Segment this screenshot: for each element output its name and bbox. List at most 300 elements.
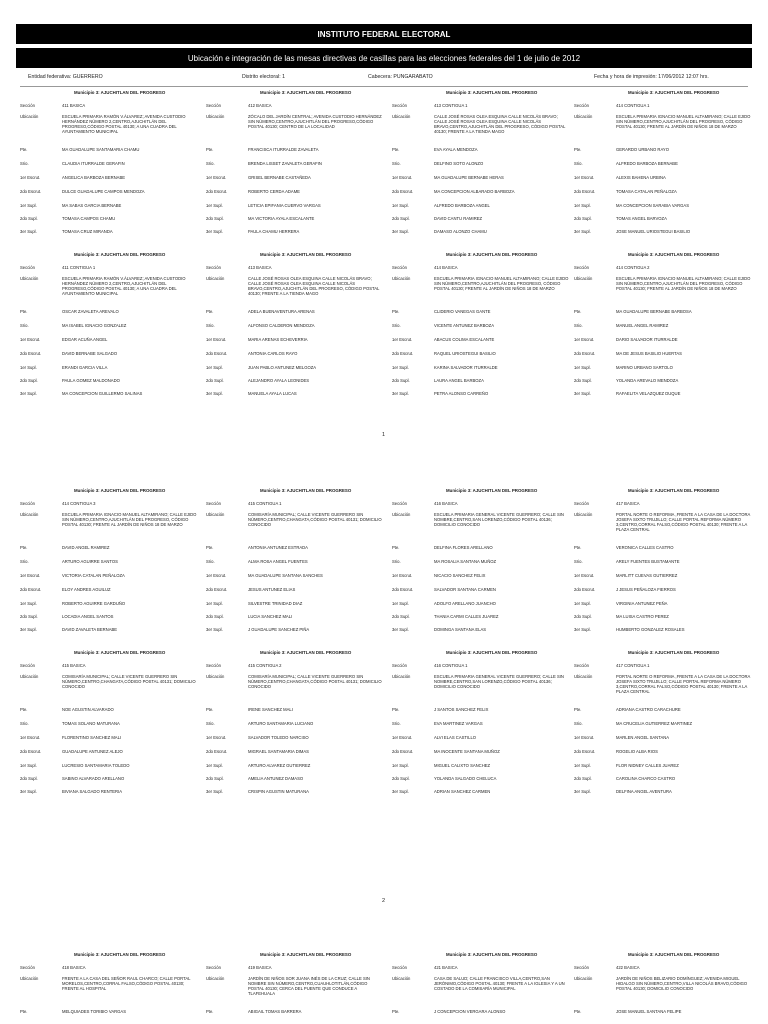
field-label: Ubicación — [392, 512, 411, 517]
field-label: 2do Escrut. — [20, 189, 42, 194]
field-value: PORTAL NORTE O REFORMA ,FRENTE A LA CASA DE LA DOCTORA JOSEFA SIXTO TRUJILLO; CALLE PORTAL REFORMA NÚMERO 3,CENTRO,CORRAL FALSO,CÓDIGO POSTAL 40130; FRENTE A LA PLAZA CENTRAL — [616, 674, 751, 694]
field-label: Ubicación — [206, 976, 225, 981]
field-label: Srio. — [20, 559, 29, 564]
field-label: Ubicación — [392, 976, 411, 981]
field-label: Pte. — [392, 309, 400, 314]
field-label: 2do Escrut. — [20, 749, 42, 754]
field-value: TOMASA CATALAN PEÑALOZA — [616, 189, 677, 194]
field-value: DULCE GUADALUPE CAMPOS MENDOZA — [62, 189, 145, 194]
fecha-text: Fecha y hora de impresión: 17/06/2012 12:07 hrs. — [594, 74, 709, 80]
field-label: 3er Supl. — [20, 391, 37, 396]
field-label: 1er Escrut. — [20, 735, 41, 740]
field-label: 2do Escrut. — [574, 351, 596, 356]
field-value: VICENTE ANTUNEZ BARBOZA — [434, 323, 495, 328]
field-label: Ubicación — [574, 674, 593, 679]
field-value: DELFINA FLORES ARELLANO — [434, 545, 493, 550]
field-value: J CONCEPCION VERGARA ALONSO — [434, 1009, 506, 1014]
field-label: 1er Supl. — [574, 203, 591, 208]
field-label: Pte. — [574, 545, 582, 550]
municipio-label: Municipio 3: AJUCHITLAN DEL PROGRESO — [74, 252, 166, 257]
field-label: 2do Escrut. — [20, 587, 42, 592]
field-value: ADRIAN SANCHEZ CARMEN — [434, 789, 491, 794]
field-value: MIGRAEL SANTAMARIA DIMAS — [248, 749, 309, 754]
field-value: MA CONCEPCION GUILLERMO SALINAS — [62, 391, 143, 396]
field-value: LAURA ANGEL BARBOZA — [434, 378, 484, 383]
field-label: Srio. — [574, 721, 583, 726]
municipio-label: Municipio 3: AJUCHITLAN DEL PROGRESO — [74, 488, 166, 493]
field-value: MA GUADALUPE BERNABE HERAS — [434, 175, 504, 180]
field-label: 1er Supl. — [20, 763, 37, 768]
entidad-text: Entidad federativa: GUERRERO — [28, 74, 103, 80]
field-label: Srio. — [206, 559, 215, 564]
field-label: Sección — [20, 501, 35, 506]
field-value: KARINA SALVADOR ITURRALDE — [434, 365, 498, 370]
field-value: NOE AGUSTIN ALVARADO — [62, 707, 114, 712]
field-value: LUCIA SANCHEZ MALI — [248, 614, 293, 619]
municipio-label: Municipio 3: AJUCHITLAN DEL PROGRESO — [260, 90, 352, 95]
field-value: COMISARÍA MUNICIPAL; CALLE VICENTE GUERRERO SIN NÚMERO,CENTRO,CHANGATA,CÓDIGO POSTAL 40131; DOMICILIO CONOCIDO — [62, 674, 196, 689]
field-label: 3er Supl. — [20, 627, 37, 632]
field-value: YOLANDA SALGADO CHELUCA — [434, 776, 497, 781]
field-label: 1er Escrut. — [206, 337, 227, 342]
field-value: SALVADOR TOLEDO NARCISO — [248, 735, 309, 740]
municipio-label: Municipio 3: AJUCHITLAN DEL PROGRESO — [446, 952, 538, 957]
field-value: PAULA GOMEZ MALDONADO — [62, 378, 120, 383]
field-value: DOMINGA SANTANA ELAS — [434, 627, 487, 632]
field-value: DAMASO ALONZO CHAMU — [434, 229, 487, 234]
field-label: 2do Supl. — [206, 216, 224, 221]
field-label: 1er Supl. — [574, 365, 591, 370]
field-value: LETICIA EPIFANIA CUERVO VARGAS — [248, 203, 321, 208]
field-value: PORTAL NORTE O REFORMA ,FRENTE A LA CASA DE LA DOCTORA JOSEFA SIXTO TRUJILLO; CALLE PORTAL REFORMA NÚMERO 3,CENTRO,CORRAL FALSO,CÓDIGO POSTAL 40130; FRENTE A LA PLAZA CENTRAL — [616, 512, 751, 532]
field-value: 415 BASICA — [62, 663, 86, 668]
field-value: MARINO URBANO SARTOLO — [616, 365, 673, 370]
field-value: ALEXIS BAHENA URBINA — [616, 175, 666, 180]
field-value: CALLE JOSÉ ROSAS OLEA ESQUINA CALLE NICOLÁS BRAVO; CALLE JOSÉ ROSAS OLEA ESQUINA CALLE NICOLÁS BRAVO,CENTRO,AJUCHITLÁN DEL PROGRESO, CÓDIGO POSTAL 40130; FRENTE A LA TIENDA MAGO — [248, 276, 380, 296]
field-label: 3er Supl. — [206, 229, 223, 234]
field-value: J GUADALUPE SANCHEZ PIÑA — [248, 627, 310, 632]
field-value: 412 BASICA — [248, 103, 272, 108]
field-label: Srio. — [20, 721, 29, 726]
field-value: DAVID ZAVALETA BERNABE — [62, 627, 118, 632]
field-value: VICTORIA CATALAN PEÑALOZA — [62, 573, 125, 578]
field-label: Sección — [20, 103, 35, 108]
field-label: Sección — [392, 965, 407, 970]
field-value: MANUEL ANGEL RAMIREZ — [616, 323, 669, 328]
field-label: Ubicación — [20, 976, 39, 981]
field-value: MA CONCEPCION ALBARADO BARBOZA — [434, 189, 515, 194]
field-label: Pte. — [574, 707, 582, 712]
field-label: 2do Escrut. — [392, 189, 414, 194]
field-label: 3er Supl. — [392, 391, 409, 396]
field-value: PAULA CHAMU HERRERA — [248, 229, 300, 234]
field-label: Ubicación — [574, 512, 593, 517]
page-number: 1 — [382, 432, 386, 438]
field-label: Pte. — [20, 545, 28, 550]
field-label: Ubicación — [206, 512, 225, 517]
field-value: DELFINA ANGEL AVENTURA — [616, 789, 672, 794]
field-label: Ubicación — [206, 276, 225, 281]
field-label: 3er Supl. — [392, 627, 409, 632]
field-label: 3er Supl. — [206, 789, 223, 794]
field-value: COMISARÍA MUNICIPAL; CALLE VICENTE GUERRERO SIN NÚMERO,CENTRO,CHANGATA,CÓDIGO POSTAL 40131; DOMICILIO CONOCIDO — [248, 512, 382, 527]
field-label: 1er Supl. — [20, 203, 37, 208]
field-label: 3er Supl. — [574, 789, 591, 794]
field-value: MELQUIADES TORIBIO VARGAS — [62, 1009, 126, 1014]
field-label: 1er Supl. — [392, 365, 409, 370]
field-value: CLIDERIO VANEGAS GANTE — [434, 309, 491, 314]
field-label: 2do Escrut. — [574, 749, 596, 754]
field-value: ALFONSO CALDERON MENDOZA — [248, 323, 315, 328]
field-label: 2do Supl. — [206, 776, 224, 781]
field-value: COMISARÍA MUNICIPAL; CALLE VICENTE GUERRERO SIN NÚMERO,CENTRO,CHANGATA,CÓDIGO POSTAL 40131; DOMICILIO CONOCIDO — [248, 674, 382, 689]
field-label: Srio. — [392, 161, 401, 166]
field-value: MANUELA AYALA LUCAS — [248, 391, 297, 396]
field-value: ARTURO ALVAREZ GUTIERREZ — [248, 763, 311, 768]
field-label: 1er Escrut. — [20, 175, 41, 180]
field-value: 416 CONTIGUA 1 — [434, 663, 468, 668]
field-label: Srio. — [574, 161, 583, 166]
field-label: Sección — [574, 965, 589, 970]
field-value: TOMASA CAMPOS CHAMU — [62, 216, 116, 221]
field-value: THANIA CARMI CALLES JUAREZ — [434, 614, 499, 619]
field-label: 2do Supl. — [20, 776, 38, 781]
field-value: MA CONCEPCION SARABIA VARGAS — [616, 203, 689, 208]
field-value: 415 CONTIGUA 1 — [248, 501, 282, 506]
field-label: 1er Escrut. — [574, 175, 595, 180]
field-value: JARDÍN DE NIÑOS SOR JUANA INÉS DE LA CRUZ; CALLE SIN NOMBRE SIN NÚMERO,CENTRO,CUAUHLOTITLÁN,CÓDIGO POSTAL 40130; CERCA DEL PUENTE QUE CONDUCE A TLAFEHUALA — [248, 976, 370, 996]
field-value: 417 BASICA — [616, 501, 640, 506]
field-value: ADRIANA CASTRO CARACHURE — [616, 707, 681, 712]
municipio-label: Municipio 3: AJUCHITLAN DEL PROGRESO — [260, 488, 352, 493]
field-label: Pte. — [20, 1009, 28, 1014]
field-value: MA CRUCELIA GUTIERREZ MARTINEZ — [616, 721, 693, 726]
field-label: 1er Supl. — [206, 203, 223, 208]
field-label: 2do Supl. — [206, 614, 224, 619]
field-label: 2do Supl. — [392, 614, 410, 619]
field-label: 3er Supl. — [574, 229, 591, 234]
field-label: 3er Supl. — [206, 391, 223, 396]
field-label: Sección — [206, 265, 221, 270]
field-label: Sección — [20, 663, 35, 668]
field-label: Srio. — [206, 323, 215, 328]
field-label: Sección — [574, 501, 589, 506]
field-label: Pte. — [392, 545, 400, 550]
field-value: 422 BASICA — [616, 965, 640, 970]
field-label: Srio. — [392, 721, 401, 726]
field-label: Srio. — [206, 161, 215, 166]
field-label: Pte. — [206, 1009, 214, 1014]
field-label: 2do Escrut. — [206, 189, 228, 194]
page-number: 2 — [382, 898, 386, 904]
field-value: 414 CONTIGUA 2 — [616, 265, 650, 270]
municipio-label: Municipio 3: AJUCHITLAN DEL PROGRESO — [74, 90, 166, 95]
field-value: ROBERTO CERDA ADAME — [248, 189, 300, 194]
field-label: Ubicación — [20, 674, 39, 679]
field-value: 413 BASICA — [248, 265, 272, 270]
field-value: MARLITT CUEVAS GUTIERREZ — [616, 573, 678, 578]
field-value: ROGELIO ALBA RIOS — [616, 749, 658, 754]
field-value: 411 CONTIGUA 1 — [62, 265, 96, 270]
field-label: 2do Supl. — [574, 614, 592, 619]
field-value: 415 CONTIGUA 2 — [248, 663, 282, 668]
field-label: Pte. — [574, 1009, 582, 1014]
field-label: 2do Supl. — [20, 216, 38, 221]
field-value: ALEJANDRO AYALA LEONIDES — [248, 378, 310, 383]
field-label: 1er Escrut. — [392, 337, 413, 342]
municipio-label: Municipio 3: AJUCHITLAN DEL PROGRESO — [260, 650, 352, 655]
field-label: 2do Escrut. — [20, 351, 42, 356]
field-label: 2do Escrut. — [206, 351, 228, 356]
field-label: Pte. — [20, 147, 28, 152]
field-label: Sección — [392, 265, 407, 270]
field-value: DAVID ANGEL RAMIREZ — [62, 545, 110, 550]
field-label: Ubicación — [392, 674, 411, 679]
field-value: MA LUISA CASTRO PEREZ — [616, 614, 669, 619]
field-value: NICACIO SANCHEZ FELIX — [434, 573, 486, 578]
municipio-label: Municipio 3: AJUCHITLAN DEL PROGRESO — [74, 952, 166, 957]
field-value: GUADALUPE ANTUNEZ ALEJO — [62, 749, 123, 754]
field-label: 1er Escrut. — [392, 175, 413, 180]
field-value: FRANCISCA ITURRALDE ZAVALETA — [248, 147, 319, 152]
field-value: MA GUADALUPE BERNABE BARBOSA — [616, 309, 692, 314]
field-value: VERONICA CALLES CASTRO — [616, 545, 674, 550]
field-value: J JESUS PEÑALOZA FIERROS — [616, 587, 676, 592]
field-label: Ubicación — [392, 114, 411, 119]
field-label: Srio. — [206, 721, 215, 726]
field-value: CALLE JOSÉ ROSAS OLEA ESQUINA CALLE NICOLÁS BRAVO; CALLE JOSÉ ROSAS OLEA ESQUINA CALLE NICOLÁS BRAVO,CENTRO,AJUCHITLÁN DEL PROGRESO, CÓDIGO POSTAL 40130; FRENTE A LA TIENDA MAGO — [434, 114, 566, 134]
field-label: Ubicación — [20, 114, 39, 119]
field-value: EVA AYALA MENDOZA — [434, 147, 478, 152]
field-label: 1er Supl. — [206, 601, 223, 606]
field-value: ESCUELA PRIMARIA IGNACIO MANUEL ALTAMIRANO; CALLE EJIDO SIN NÚMERO,CENTRO,AJUCHITLÁN DEL PROGRESO, CÓDIGO POSTAL 40130; FRENTE AL JARDÍN DE NIÑOS 18 DE MARZO — [616, 276, 751, 291]
field-label: 1er Supl. — [20, 365, 37, 370]
field-label: Pte. — [574, 309, 582, 314]
field-label: Pte. — [392, 707, 400, 712]
field-label: Pte. — [206, 309, 214, 314]
field-value: SILVESTRE TRINIDAD DIAZ — [248, 601, 303, 606]
field-label: 1er Supl. — [392, 601, 409, 606]
field-label: Pte. — [206, 545, 214, 550]
field-label: 3er Supl. — [574, 391, 591, 396]
field-label: Sección — [392, 103, 407, 108]
field-label: Ubicación — [206, 674, 225, 679]
field-value: CLAUDIA ITURRALDE GERAFIN — [62, 161, 125, 166]
field-value: MA VICTORIA AYALA ESCALANTE — [248, 216, 315, 221]
field-value: YOLANDA AREVALO MENDOZA — [616, 378, 679, 383]
field-label: 1er Supl. — [206, 365, 223, 370]
field-value: JARDÍN DE NIÑOS BELIZARIO DOMÍNGUEZ; AVENIDA MIGUEL HIDALGO SIN NÚMERO,CENTRO,VILLA NICOLÁS BRAVO,CÓDIGO POSTAL 40130; DOMICILIO CONOCIDO — [616, 976, 748, 991]
field-value: ESCUELA PRIMARIA IGNACIO MANUEL ALTAMIRANO; CALLE EJIDO SIN NÚMERO,CENTRO,AJUCHITLÁN DEL PROGRESO, CÓDIGO POSTAL 40130; FRENTE AL JARDÍN DE NIÑOS 18 DE MARZO — [616, 114, 751, 129]
field-value: 419 BASICA — [248, 965, 272, 970]
field-value: ARELY FUENTES BUSTAMANTE — [616, 559, 680, 564]
field-label: 3er Supl. — [20, 229, 37, 234]
field-label: 3er Supl. — [392, 229, 409, 234]
field-label: 1er Supl. — [20, 601, 37, 606]
field-value: CRISPIN AGUSTIN MATURANA — [248, 789, 309, 794]
document-title: INSTITUTO FEDERAL ELECTORAL — [16, 24, 752, 44]
municipio-label: Municipio 3: AJUCHITLAN DEL PROGRESO — [446, 650, 538, 655]
field-label: 1er Supl. — [392, 203, 409, 208]
field-value: SALVADOR SANTANA CARMEN — [434, 587, 496, 592]
field-value: 416 BASICA — [434, 501, 458, 506]
field-label: 2do Supl. — [574, 378, 592, 383]
field-label: Sección — [574, 265, 589, 270]
field-value: CASA DE SALUD; CALLE FRANCISCO VILLA,CENTRO,SAN JERÓNIMO,CÓDIGO POSTAL 40130; FRENTE A LA IGLESIA Y A UN COSTADO DE LA COMISARÍA MUNICIPAL — [434, 976, 565, 991]
field-value: ABACUS COLIMA ESCALANTE — [434, 337, 495, 342]
field-label: 2do Supl. — [20, 614, 38, 619]
field-label: 1er Supl. — [574, 763, 591, 768]
field-label: Ubicación — [574, 276, 593, 281]
field-label: Sección — [20, 265, 35, 270]
field-label: 1er Supl. — [392, 763, 409, 768]
field-value: 421 BASICA — [434, 965, 458, 970]
cabecera-text: Cabecera: PUNGARABATO — [368, 74, 433, 80]
field-value: 413 CONTIGUA 1 — [434, 103, 468, 108]
municipio-label: Municipio 3: AJUCHITLAN DEL PROGRESO — [446, 488, 538, 493]
field-label: 1er Escrut. — [20, 337, 41, 342]
municipio-label: Municipio 3: AJUCHITLAN DEL PROGRESO — [260, 952, 352, 957]
field-value: FRENTE A LA CASA DEL SEÑOR RAUL CHARCO; CALLE PORTAL MORELOS,CENTRO,CORRAL FALSO,CÓDIGO POSTAL 40130; FRENTE AL HOSPITAL — [62, 976, 191, 991]
field-value: DAVID BERNABE SALGADO — [62, 351, 118, 356]
field-label: 1er Escrut. — [574, 337, 595, 342]
field-label: 2do Escrut. — [574, 189, 596, 194]
field-value: BRENDA LISSET ZAVALETA GERAFIN — [248, 161, 322, 166]
field-value: ADOLFO ARELLANO JUANCHO — [434, 601, 496, 606]
meta-bar — [28, 72, 740, 84]
field-label: 2do Supl. — [392, 216, 410, 221]
field-value: ARTURO SANTAMARIA LUCIANO — [248, 721, 314, 726]
field-value: MARIA ARENAS ECHEVERRIA — [248, 337, 308, 342]
field-value: ALMA ROSA ANGEL FUENTES — [248, 559, 308, 564]
meta-divider — [20, 86, 748, 87]
municipio-label: Municipio 3: AJUCHITLAN DEL PROGRESO — [628, 952, 720, 957]
field-label: Srio. — [20, 161, 29, 166]
field-value: JOSE MANUEL SANTANA FELIPE — [616, 1009, 682, 1014]
field-value: 414 BASICA — [434, 265, 458, 270]
field-value: DELFINO SOTO ALONZO — [434, 161, 484, 166]
field-value: CAROLINA CHARCO CASTRO — [616, 776, 676, 781]
field-value: GERARDO URBANO RAYO — [616, 147, 669, 152]
field-label: Pte. — [20, 707, 28, 712]
field-value: MA INOCENTE SANTANA MUÑOZ — [434, 749, 500, 754]
field-value: MA SABAS GARCIA BERNABE — [62, 203, 122, 208]
field-label: 2do Supl. — [206, 378, 224, 383]
field-value: RAQUEL URIOSTEGUI BASILIO — [434, 351, 496, 356]
municipio-label: Municipio 3: AJUCHITLAN DEL PROGRESO — [628, 252, 720, 257]
field-value: LUCRESIO SANTAMARIA TOLEDO — [62, 763, 130, 768]
municipio-label: Municipio 3: AJUCHITLAN DEL PROGRESO — [628, 488, 720, 493]
field-value: VIRGINIA ANTUNEZ PEÑA — [616, 601, 668, 606]
field-value: IRENE SANCHEZ MALI — [248, 707, 293, 712]
field-value: ADELA BUENAVENTURA ARENAS — [248, 309, 315, 314]
field-label: Sección — [392, 501, 407, 506]
field-value: 414 CONTIGUA 3 — [62, 501, 96, 506]
distrito-text: Distrito electoral: 1 — [242, 74, 285, 80]
field-value: FLORENTINO SANCHEZ MALI — [62, 735, 122, 740]
field-label: Ubicación — [20, 276, 39, 281]
field-value: TOMAS SOLANO MATURANA — [62, 721, 120, 726]
field-label: 1er Escrut. — [206, 175, 227, 180]
field-label: 1er Supl. — [206, 763, 223, 768]
field-value: HUMBERTO GONZALEZ ROSALES — [616, 627, 685, 632]
field-value: ALFREDO BARBOZA ANGEL — [434, 203, 490, 208]
field-label: Srio. — [392, 323, 401, 328]
field-label: 3er Supl. — [206, 627, 223, 632]
field-value: MA ISABEL IGNACIO GONZALEZ — [62, 323, 127, 328]
field-value: ROBERTO AGUIRRE GARDUÑO — [62, 601, 126, 606]
field-value: AMELIA ANTUNEZ DAMASO — [248, 776, 304, 781]
field-label: 2do Supl. — [574, 776, 592, 781]
field-label: 3er Supl. — [392, 789, 409, 794]
field-value: RAFAELITA VELAZQUEZ DUQUE — [616, 391, 681, 396]
field-label: 1er Escrut. — [574, 573, 595, 578]
field-value: ESCUELA PRIMARIA GENERAL VICENTE GUERRERO; CALLE SIN NOMBRE,CENTRO,SAN LORENZO,CÓDIGO POSTAL 40136; DOMICILIO CONOCIDO — [434, 674, 564, 689]
field-label: Sección — [206, 663, 221, 668]
field-value: DARIO SALVADOR ITURRALDE — [616, 337, 678, 342]
field-label: Srio. — [20, 323, 29, 328]
municipio-label: Municipio 3: AJUCHITLAN DEL PROGRESO — [446, 252, 538, 257]
field-value: ESCUELA PRIMARIA IGNACIO MANUEL ALTAMIRANO; CALLE EJIDO SIN NÚMERO,CENTRO,AJUCHITLÁN DEL PROGRESO, CÓDIGO POSTAL 40130; FRENTE AL JARDÍN DE NIÑOS 18 DE MARZO — [62, 512, 197, 527]
field-value: 414 CONTIGUA 1 — [616, 103, 650, 108]
field-label: Sección — [20, 965, 35, 970]
field-value: TOMASA CRUZ MIRANDA — [62, 229, 113, 234]
municipio-label: Municipio 3: AJUCHITLAN DEL PROGRESO — [74, 650, 166, 655]
field-label: 2do Supl. — [392, 378, 410, 383]
field-value: EVA MARTINEZ VARGAS — [434, 721, 483, 726]
document-subtitle: Ubicación e integración de las mesas directivas de casillas para las elecciones federales del 1 de julio de 2012 — [16, 48, 752, 68]
field-label: Pte. — [206, 707, 214, 712]
field-label: 2do Escrut. — [206, 749, 228, 754]
municipio-label: Municipio 3: AJUCHITLAN DEL PROGRESO — [446, 90, 538, 95]
field-label: Ubicación — [20, 512, 39, 517]
field-value: ESCUELA PRIMARIA RAMÓN V.ÁLVAREZ; AVENIDA CUSTODIO HERNÁNDEZ NÚMERO 2,CENTRO,AJUCHITLÁN DEL PROGRESO,CÓDIGO POSTAL 40130; A UNA CUADRA DEL AYUNTAMIENTO MUNICIPAL — [62, 276, 186, 296]
municipio-label: Municipio 3: AJUCHITLAN DEL PROGRESO — [628, 650, 720, 655]
field-value: BIVIANA SALGADO RENTERIA — [62, 789, 123, 794]
field-value: ESCUELA PRIMARIA RAMÓN V.ÁLVAREZ; AVENIDA CUSTODIO HERNÁNDEZ NÚMERO 2,CENTRO,AJUCHITLÁN DEL PROGRESO,CÓDIGO POSTAL 40130; A UNA CUADRA DEL AYUNTAMIENTO MUNICIPAL — [62, 114, 186, 134]
field-value: OSCAR ZAVALETA AREVALO — [62, 309, 119, 314]
field-value: MA GUADALUPE SANTAMARIA CHAMU — [62, 147, 140, 152]
field-label: 2do Escrut. — [574, 587, 596, 592]
field-value: MA GUADALUPE SANTANA SANCHES — [248, 573, 323, 578]
field-label: Ubicación — [574, 114, 593, 119]
field-label: 2do Supl. — [20, 378, 38, 383]
field-value: ALFREDO BARBOZA BERNABE — [616, 161, 678, 166]
field-value: ANTONIA ANTUNEZ ESTRADA — [248, 545, 308, 550]
field-label: 1er Escrut. — [20, 573, 41, 578]
field-value: ESCUELA PRIMARIA GENERAL VICENTE GUERRERO; CALLE SIN NOMBRE,CENTRO,SAN LORENZO,CÓDIGO POSTAL 40136; DOMICILIO CONOCIDO — [434, 512, 564, 527]
field-value: JUAN PABLO ANTUNEZ MELGOZA — [248, 365, 317, 370]
field-value: MIGUEL CALIXTO SANCHEZ — [434, 763, 491, 768]
field-label: 2do Escrut. — [392, 749, 414, 754]
field-label: Pte. — [392, 147, 400, 152]
field-value: ANTONIA CARLOS RAYO — [248, 351, 298, 356]
field-label: 1er Escrut. — [392, 573, 413, 578]
field-label: Pte. — [206, 147, 214, 152]
field-value: ELOY ANDRES AGUILUZ — [62, 587, 111, 592]
field-value: JESUS ANTUNEZ ELIAS — [248, 587, 296, 592]
field-value: ALVI ELAS CASTILLO — [434, 735, 477, 740]
field-label: Sección — [392, 663, 407, 668]
field-label: 3er Supl. — [574, 627, 591, 632]
field-label: 1er Escrut. — [574, 735, 595, 740]
field-value: MARLEN ANGEL SANTANA — [616, 735, 670, 740]
field-label: 2do Supl. — [392, 776, 410, 781]
field-label: 2do Escrut. — [392, 587, 414, 592]
field-label: Srio. — [392, 559, 401, 564]
field-label: Sección — [574, 663, 589, 668]
field-value: SABINO ALVARADO ARELLANO — [62, 776, 125, 781]
